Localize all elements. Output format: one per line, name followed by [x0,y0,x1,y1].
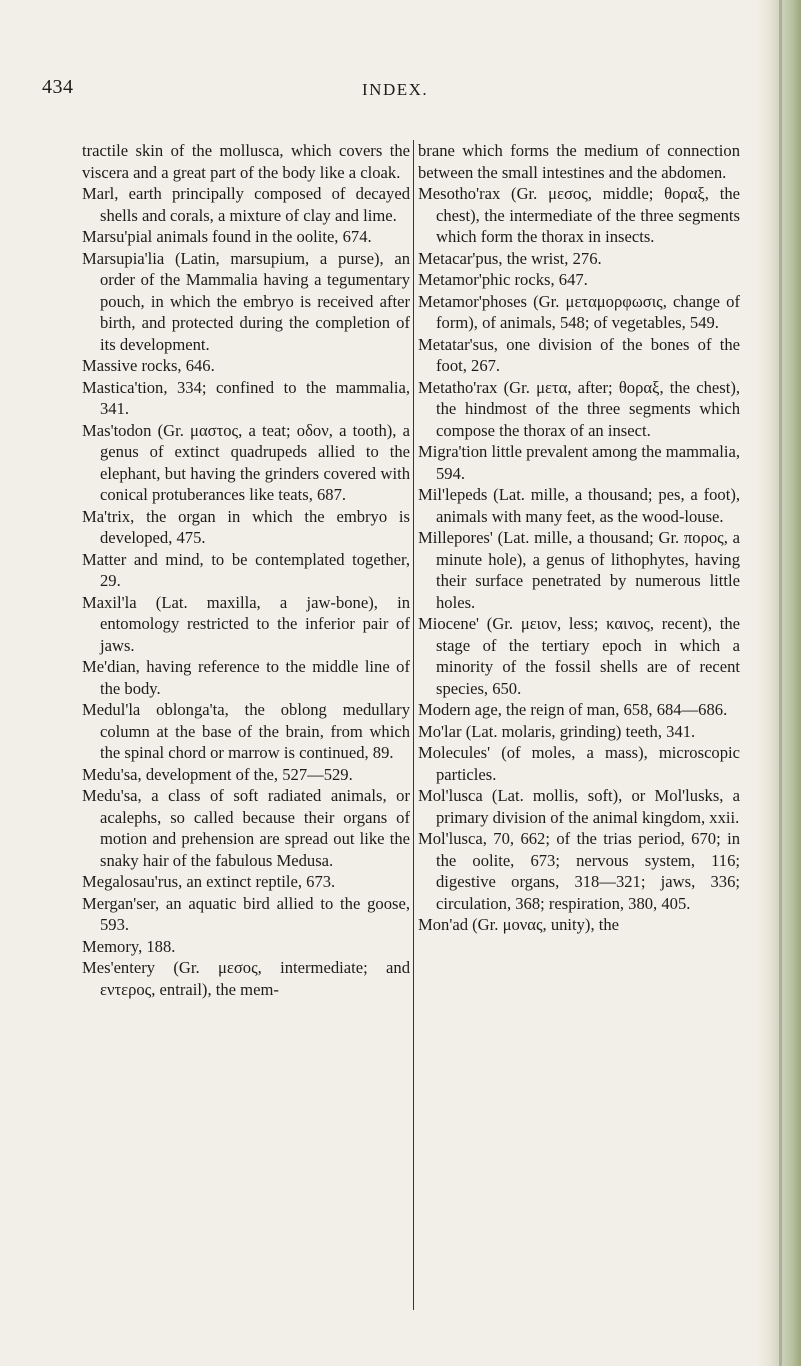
index-entry: Memory, 188. [82,936,176,956]
index-entry: Matter and mind, to be contemplated together, 29. [82,549,410,590]
index-entry: Metatar'sus, one division of the bones of the foot, 267. [418,334,740,375]
index-entry: Megalosau'rus, an extinct reptile, 673. [82,872,336,891]
index-entry: Mo'lar (Lat. molaris, grinding) teeth, 341. [418,721,696,741]
index-entry: Miocene' (Gr. μειον, less; καινος, recent), the stage of the tertiary epoch in which a minority of the fossil shells are of recent species, 650. [418,614,740,698]
index-column-right [418,140,740,936]
index-entry: Massive rocks, 646. [82,356,215,375]
index-entry: Marsupia'lia (Latin, marsupium, a purse), an order of the Mammalia having a tegumentary pouch, in which the embryo is received after birth, and protected during the completion of its development. [82,248,410,354]
index-entry: Medu'sa, a class of soft radiated animals, or acalephs, so called because their organs of motion and prehension are spread out like the snaky hair of the fabulous Medusa. [82,786,410,870]
index-entry: Metamor'phoses (Gr. μεταμορφωσις, change of form), of animals, 548; of vegetables, 549. [418,291,740,332]
index-entry: Metatho'rax (Gr. μετα, after; θοραξ, the chest), the hindmost of the three segments which compose the thorax of an insect. [418,377,740,440]
index-entry-continuation: brane which forms the medium of connection between the small intestines and the abdomen. [418,141,740,182]
index-entry-continuation: tractile skin of the mollusca, which covers the viscera and a great part of the body like a cloak. [82,141,410,182]
index-entry: Medul'la oblonga'ta, the oblong medullary column at the base of the brain, from which the spinal chord or marrow is continued, 89. [82,700,410,762]
index-entry: Mol'lusca (Lat. mollis, soft), or Mol'lusks, a primary division of the animal kingdom, xxii. [418,786,740,827]
index-entry: Mes'entery (Gr. μεσος, intermediate; and εντερος, entrail), the mem- [82,958,410,999]
index-entry: Millepores' (Lat. mille, a thousand; Gr. πορος, a minute hole), a genus of lithophytes, having their surface penetrated by numerous little holes. [418,528,740,612]
index-entry: Mastica'tion, 334; confined to the mammalia, 341. [82,377,410,418]
index-entry: Marsu'pial animals found in the oolite, 674. [82,227,372,246]
index-entry: Mergan'ser, an aquatic bird allied to the goose, 593. [82,893,410,934]
index-entry: Me'dian, having reference to the middle line of the body. [82,657,410,698]
index-entry: Marl, earth principally composed of decayed shells and corals, a mixture of clay and lime. [82,184,410,225]
index-entry: Metamor'phic rocks, 647. [418,270,588,289]
index-entry: Molecules' (of moles, a mass), microscopic particles. [418,743,740,784]
page-header [0,76,801,116]
index-entry: Maxil'la (Lat. maxilla, a jaw-bone), in entomology restricted to the inferior pair of jaws. [82,592,410,655]
column-divider [413,140,414,1310]
index-entry: Mesotho'rax (Gr. μεσος, middle; θοραξ, the chest), the intermediate of the three segments which form the thorax in insects. [418,184,740,246]
page-edge-shadow [757,0,801,1366]
index-entry: Mil'lepeds (Lat. mille, a thousand; pes, a foot), animals with many feet, as the wood-louse. [418,485,740,526]
index-entry: Migra'tion little prevalent among the mammalia, 594. [418,442,740,483]
index-entry: Metacar'pus, the wrist, 276. [418,248,602,268]
index-entry: Mol'lusca, 70, 662; of the trias period, 670; in the oolite, 673; nervous system, 116; digestive organs, 318—321; jaws, 336; circulation, 368; respiration, 380, 405. [418,829,740,913]
index-entry: Modern age, the reign of man, 658, 684—686. [418,700,728,719]
index-entry: Medu'sa, development of the, 527—529. [82,764,353,784]
running-head: INDEX. [362,80,429,99]
index-entry: Mas'todon (Gr. μαστος, a teat; οδον, a tooth), a genus of extinct quadrupeds allied to the elephant, but having the grinders covered with conical protuberances like teats, 687. [82,420,410,504]
index-entry: Mon'ad (Gr. μονας, unity), the [418,915,620,934]
page-number: 434 [42,76,74,98]
index-column-left [82,140,410,1000]
index-entry: Ma'trix, the organ in which the embryo is developed, 475. [82,506,410,547]
